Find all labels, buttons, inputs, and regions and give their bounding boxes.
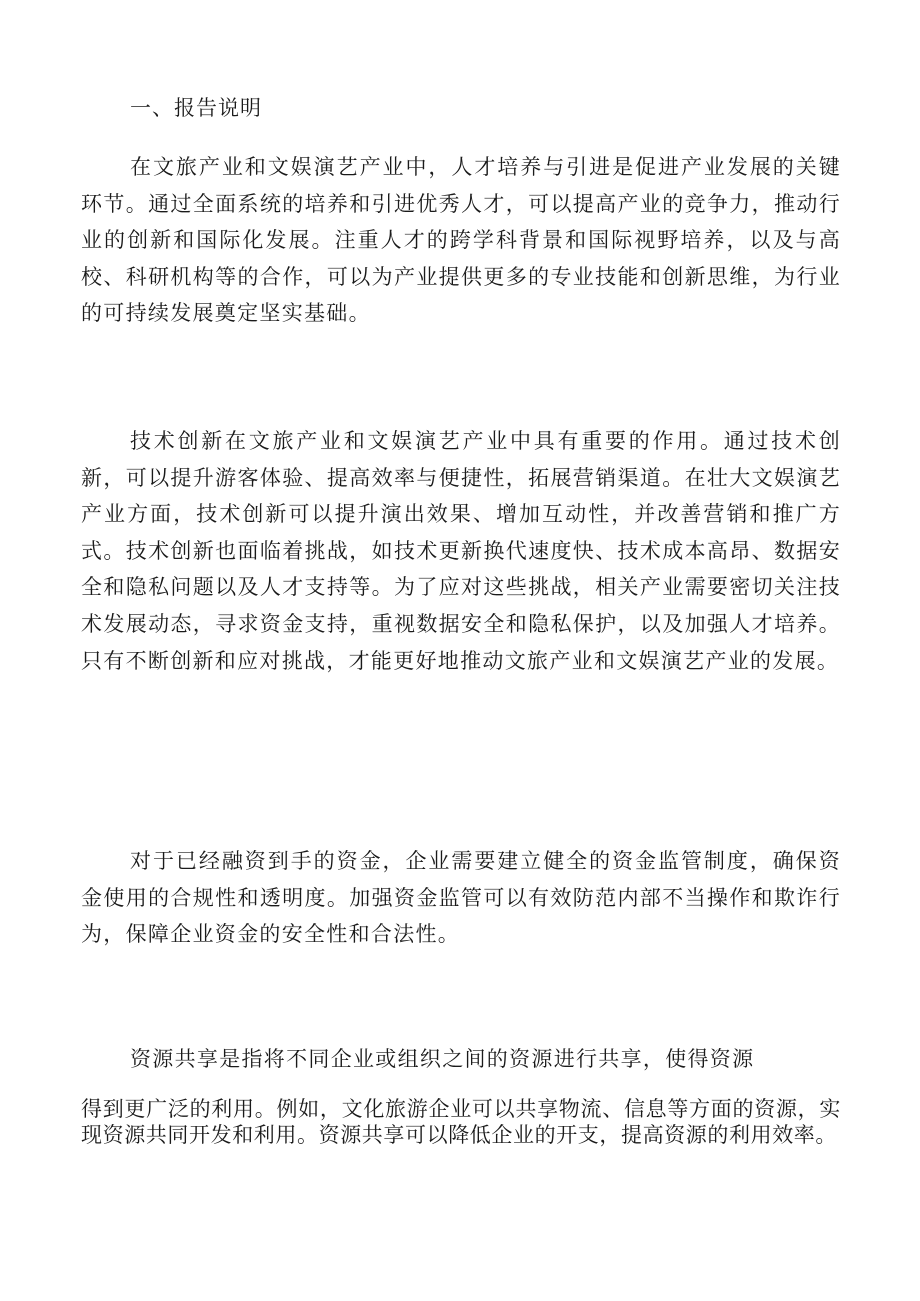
paragraph-technology: 技术创新在文旅产业和文娱演艺产业中具有重要的作用。通过技术创新，可以提升游客体验、提高效率与便捷性，拓展营销渠道。在壮大文娱演艺产业方面，技术创新可以提升演出效果、增加互动性，并改善营销和推广方式。技术创新也面临着挑战，如技术更新换代速度快、技术成本高昂、数据安全和隐私问题以及人才支持等。为了应对这些挑战，相关产业需要密切关注技术发展动态，寻求资金支持，重视数据安全和隐私保护，以及加强人才培养。只有不断创新和应对挑战，才能更好地推动文旅产业和文娱演艺产业的发展。	[81, 429, 841, 673]
paragraph-resource-sharing-rest: 得到更广泛的利用。例如，文化旅游企业可以共享物流、信息等方面的资源，实现资源共同开发和利用。资源共享可以降低企业的开支，提高资源的利用效率。	[81, 1097, 841, 1147]
section-heading: 一、报告说明	[130, 96, 262, 120]
paragraph-funding: 对于已经融资到手的资金，企业需要建立健全的资金监管制度，确保资金使用的合规性和透明度。加强资金监管可以有效防范内部不当操作和欺诈行为，保障企业资金的安全性和合法性。	[81, 849, 841, 947]
paragraph-talent: 在文旅产业和文娱演艺产业中，人才培养与引进是促进产业发展的关键环节。通过全面系统的培养和引进优秀人才，可以提高产业的竞争力，推动行业的创新和国际化发展。注重人才的跨学科背景和国际视野培养，以及与高校、科研机构等的合作，可以为产业提供更多的专业技能和创新思维，为行业的可持续发展奠定坚实基础。	[81, 155, 841, 326]
paragraph-resource-sharing-first-line: 资源共享是指将不同企业或组织之间的资源进行共享，使得资源	[130, 1047, 755, 1071]
